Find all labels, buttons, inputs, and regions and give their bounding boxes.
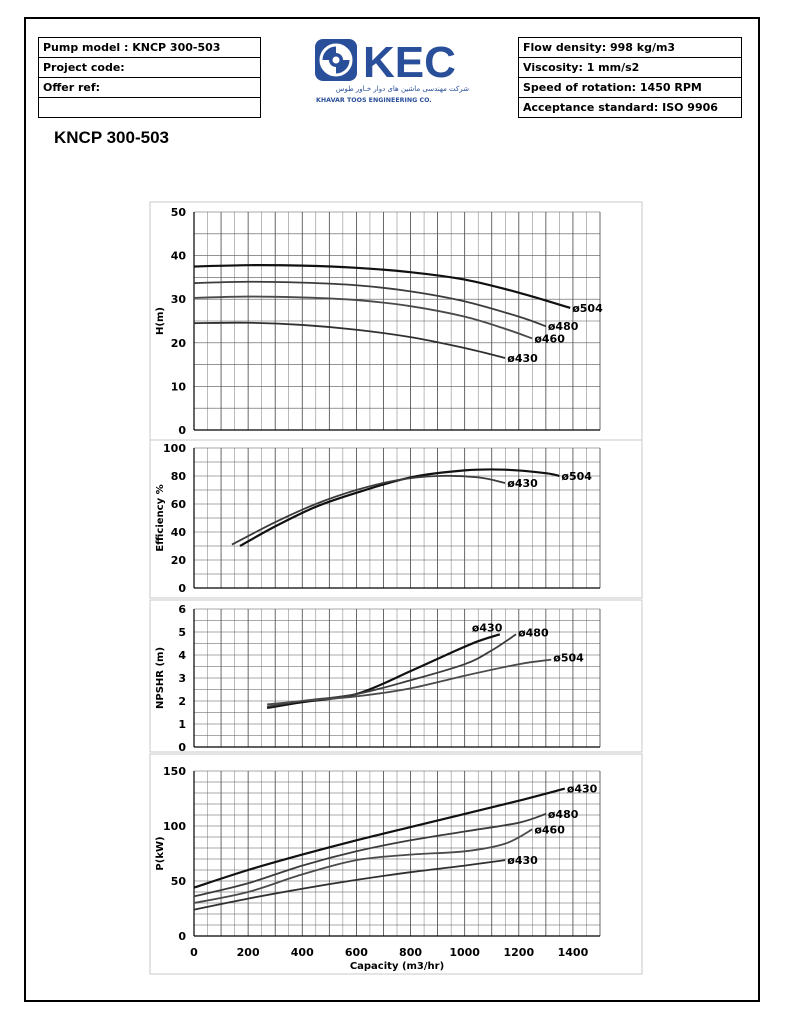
x-tick-label: 1400 — [557, 946, 589, 959]
y-tick-label: 40 — [170, 249, 186, 263]
standard-cell: Acceptance standard: ISO 9906 — [519, 98, 742, 118]
series-line-1 — [232, 476, 505, 545]
speed-cell: Speed of rotation: 1450 RPM — [519, 78, 742, 98]
y-tick-label: 3 — [178, 672, 186, 685]
series-label: ø504 — [553, 651, 584, 665]
series-line-1 — [267, 634, 516, 706]
chart-panel-0 — [150, 202, 642, 440]
y-tick-label: 2 — [178, 695, 186, 708]
y-axis-label: NPSHR (m) — [155, 646, 166, 710]
series-label: ø480 — [547, 320, 579, 334]
logo-persian-text: شرکت مهندسی ماشین های دوار خـاور طوس — [335, 85, 469, 93]
y-axis-label: Efficiency % — [155, 484, 166, 552]
y-tick-label: 150 — [163, 765, 186, 778]
y-tick-label: 10 — [170, 380, 186, 394]
x-axis-label: Capacity (m3/hr) — [349, 961, 445, 972]
series-label: ø430 — [507, 352, 538, 366]
y-tick-label: 1 — [178, 718, 186, 731]
y-tick-label: 0 — [178, 741, 186, 754]
series-label: ø480 — [518, 626, 549, 640]
viscosity-cell: Viscosity: 1 mm/s2 — [519, 58, 742, 78]
x-tick-label: 1200 — [503, 946, 535, 959]
y-tick-label: 50 — [170, 875, 186, 888]
series-label: ø430 — [507, 854, 538, 868]
y-tick-label: 50 — [170, 206, 186, 219]
series-label: ø480 — [547, 807, 579, 821]
logo-subtitle: KHAVAR TOOS ENGINEERING CO. — [316, 97, 432, 104]
series-line-3 — [194, 323, 505, 358]
series-label: ø504 — [561, 470, 592, 483]
x-tick-label: 800 — [399, 946, 423, 959]
series-line-0 — [194, 789, 565, 888]
flow-density-cell: Flow density: 998 kg/m3 — [519, 38, 742, 58]
y-tick-label: 100 — [163, 820, 186, 833]
chart-panel-2 — [150, 600, 642, 754]
y-axis-label: H(m) — [155, 307, 166, 335]
y-tick-label: 60 — [170, 498, 186, 511]
series-line-0 — [194, 265, 570, 308]
y-tick-label: 0 — [178, 424, 186, 437]
grid — [194, 448, 600, 588]
y-tick-label: 20 — [170, 336, 186, 350]
y-tick-label: 6 — [178, 603, 186, 616]
x-tick-label: 0 — [190, 946, 198, 959]
x-tick-label: 400 — [290, 946, 314, 959]
x-tick-label: 1000 — [449, 946, 480, 959]
y-tick-label: 100 — [163, 442, 186, 455]
series-line-2 — [194, 297, 532, 339]
panel-border — [150, 600, 642, 752]
series-label: ø504 — [572, 301, 603, 315]
chart-panel-1 — [150, 440, 642, 598]
series-label: ø460 — [534, 332, 565, 346]
series-label: ø460 — [534, 823, 565, 837]
pump-model-cell: Pump model : KNCP 300-503 — [39, 38, 261, 58]
y-tick-label: 40 — [170, 526, 186, 539]
series-label: ø430 — [566, 782, 598, 796]
logo-wordmark: KEC — [363, 38, 456, 87]
y-tick-label: 4 — [178, 649, 186, 662]
y-tick-label: 0 — [178, 930, 186, 943]
series-label: ø430 — [507, 477, 538, 490]
x-tick-label: 600 — [344, 946, 368, 959]
y-tick-label: 0 — [178, 582, 186, 595]
page-title: KNCP 300-503 — [54, 128, 169, 147]
grid — [194, 212, 600, 430]
y-tick-label: 80 — [170, 470, 186, 483]
y-tick-label: 5 — [178, 626, 186, 639]
y-axis-label: P(kW) — [155, 836, 166, 871]
series-label: ø430 — [471, 621, 503, 635]
y-tick-label: 20 — [170, 554, 186, 567]
x-tick-label: 200 — [236, 946, 260, 959]
offer-ref-cell: Offer ref: — [39, 78, 261, 98]
y-tick-label: 30 — [170, 293, 186, 307]
chart-panel-3 — [150, 754, 642, 974]
project-code-cell: Project code: — [39, 58, 261, 78]
